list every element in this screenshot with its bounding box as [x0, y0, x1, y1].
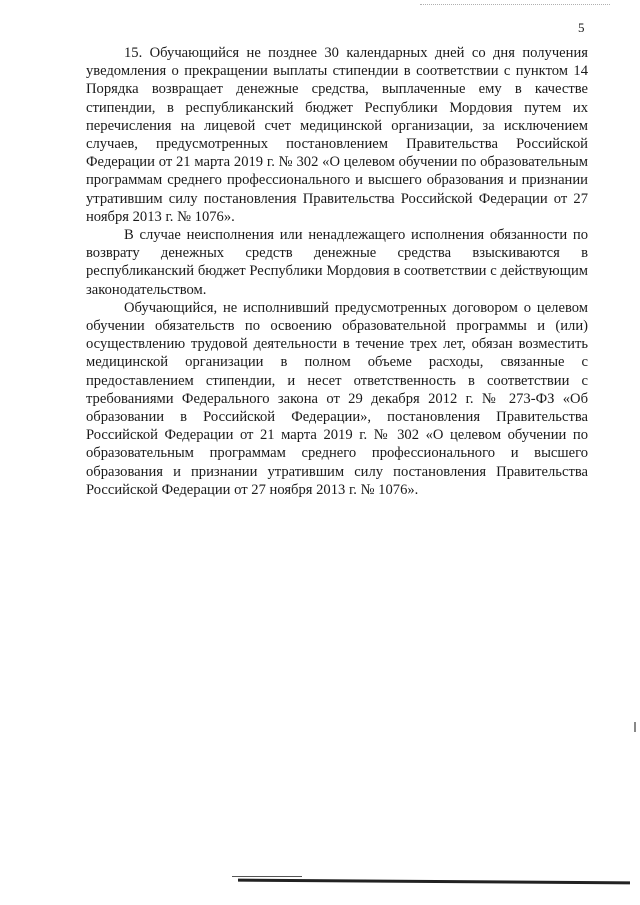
scan-artifact-line [238, 879, 630, 885]
scan-artifact-dots [420, 4, 610, 5]
scan-edge-mark [634, 722, 636, 732]
paragraph-liability: Обучающийся, не исполнивший предусмотренных договором о целевом обучении обязательств по освоению образовательной программы и (или) осуществлению трудовой деятельности в течение трех лет, обязан возместить медицинской организации в полном объеме расходы, связанные с предоставлением стипендии, и несет ответственность в соответствии с требованиями Федерального закона от 29 декабря 2012 г. № 273-ФЗ «Об образовании в Российской Федерации», постановления Правительства Российской Федерации от 21 марта 2019 г. № 302 «О целевом обучении по образовательным программам среднего профессионального и высшего образования и признании утратившим силу постановления Правительства Российской Федерации от 27 ноября 2013 г. № 1076». [86, 299, 588, 498]
document-body [86, 44, 588, 499]
paragraph-refund-obligation: 15. Обучающийся не позднее 30 календарных дней со дня получения уведомления о прекращении выплаты стипендии в соответствии с пунктом 14 Порядка возвращает денежные средства, выплаченные ему в качестве стипендии, в республиканский бюджет Республики Мордовия путем их перечисления на лицевой счет медицинской организации, за исключением случаев, предусмотренных постановлением Правительства Российской Федерации от 21 марта 2019 г. № 302 «О целевом обучении по образовательным программам среднего профессионального и высшего образования и признании утратившим силу постановления Правительства Российской Федерации от 27 ноября 2013 г. № 1076». [86, 45, 588, 225]
paragraph-recovery-enforcement: В случае неисполнения или ненадлежащего исполнения обязанности по возврату денежных средств денежные средства взыскиваются в республиканский бюджет Республики Мордовия в соответствии с действующим законодательством. [86, 227, 588, 298]
scan-artifact-line-thin [232, 876, 302, 877]
page-number: 5 [578, 20, 585, 35]
